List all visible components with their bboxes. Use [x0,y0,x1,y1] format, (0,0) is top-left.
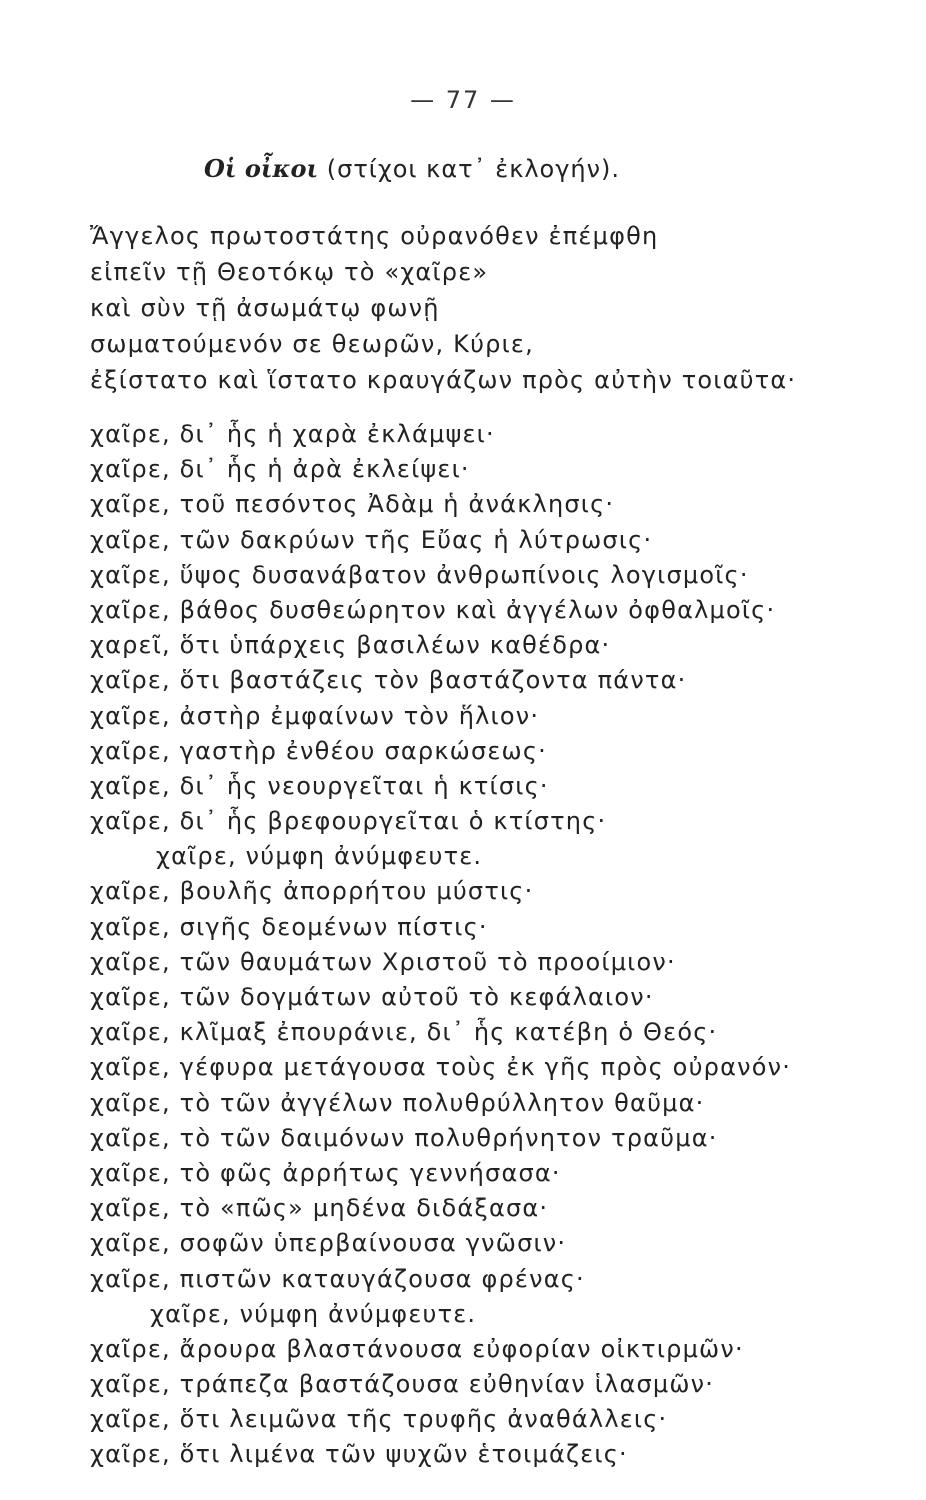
refrain-line: χαῖρε, νύμφη ἀνύμφευτε. [156,842,483,871]
chairetismos-line: χαῖρε, βάθος δυσθεώρητον καὶ ἀγγέλων ὀφθαλμοῖς· [90,595,776,624]
refrain-line: χαῖρε, νύμφη ἀνύμφευτε. [150,1299,477,1328]
chairetismos-line: χαῖρε, σιγῆς δεομένων πίστις· [90,912,488,941]
chairetismos-line: χαῖρε, γαστὴρ ἐνθέου σαρκώσεως· [90,736,547,765]
chairetismos-line: χαῖρε, τὸ «πῶς» μηδένα διδάξασα· [90,1194,549,1223]
opening-stanza [90,218,910,398]
chairetismos-line: χαῖρε, τὸ φῶς ἀρρήτως γεννήσασα· [90,1158,561,1187]
chairetismos-line: χαῖρε, δι᾿ ἧς νεουργεῖται ἡ κτίσις· [90,771,549,800]
stanza-line: καὶ σὺν τῇ ἀσωμάτῳ φωνῇ [90,294,440,322]
stanza-line: σωματούμενόν σε θεωρῶν, Κύριε, [90,330,534,358]
section-title [204,154,620,183]
chairetismos-line: χαῖρε, ὅτι λιμένα τῶν ψυχῶν ἑτοιμάζεις· [90,1440,628,1469]
chairetismos-line: χαῖρε, ὅτι λειμῶνα τῆς τρυφῆς ἀναθάλλεις· [90,1405,668,1434]
chairetismos-line: χαῖρε, τὸ τῶν ἀγγέλων πολυθρύλλητον θαῦμα· [90,1088,705,1117]
section-title-rest: (στίχοι κατ᾿ ἐκλογήν). [318,155,621,183]
chairetismos-line: χαῖρε, κλῖμαξ ἐπουράνιε, δι᾿ ἧς κατέβη ὁ Θεός· [90,1018,718,1047]
chairetismos-line: χαῖρε, ἀστὴρ ἐμφαίνων τὸν ἥλιον· [90,701,540,730]
chairetismos-line: χαῖρε, ὅτι βαστάζεις τὸν βαστάζοντα πάντα· [90,666,687,695]
chairetismos-line: χαῖρε, δι᾿ ἧς βρεφουργεῖται ὁ κτίστης· [90,807,607,836]
section-title-italic: Οἱ οἶκοι [204,154,319,183]
chairetismos-line: χαρεῖ, ὅτι ὑπάρχεις βασιλέων καθέδρα· [90,631,611,660]
chairetismos-line: χαῖρε, τὸ τῶν δαιμόνων πολυθρήνητον τραῦμα· [90,1123,718,1152]
chairetismoi-list [90,417,910,1473]
chairetismos-line: χαῖρε, πιστῶν καταυγάζουσα φρένας· [90,1264,585,1293]
stanza-line: εἰπεῖν τῇ Θεοτόκῳ τὸ «χαῖρε» [90,258,489,286]
chairetismos-line: χαῖρε, τράπεζα βαστάζουσα εὐθηνίαν ἱλασμῶν· [90,1370,715,1399]
chairetismos-line: χαῖρε, τῶν θαυμάτων Χριστοῦ τὸ προοίμιον· [90,947,676,976]
chairetismos-line: χαῖρε, δι᾿ ἧς ἡ ἀρὰ ἐκλείψει· [90,455,470,484]
chairetismos-line: χαῖρε, ὕψος δυσανάβατον ἀνθρωπίνοις λογισμοῖς· [90,560,749,589]
chairetismos-line: χαῖρε, δι᾿ ἧς ἡ χαρὰ ἐκλάμψει· [90,420,495,448]
chairetismos-line: χαῖρε, σοφῶν ὑπερβαίνουσα γνῶσιν· [90,1229,567,1258]
chairetismos-line: χαῖρε, τῶν δακρύων τῆς Εὔας ἡ λύτρωσις· [90,525,653,554]
chairetismos-line: χαῖρε, τῶν δογμάτων αὐτοῦ τὸ κεφάλαιον· [90,983,654,1011]
chairetismos-line: χαῖρε, βουλῆς ἀπορρήτου μύστις· [90,877,534,906]
page-number: — 77 — [410,86,516,114]
chairetismos-line: χαῖρε, τοῦ πεσόντος Ἀδὰμ ἡ ἀνάκλησις· [90,490,615,519]
stanza-line: Ἄγγελος πρωτοστάτης οὐρανόθεν ἐπέμφθη [90,222,659,250]
chairetismos-line: χαῖρε, γέφυρα μετάγουσα τοὺς ἐκ γῆς πρὸς οὐρανόν· [90,1053,792,1082]
stanza-line: ἐξίστατο καὶ ἵστατο κραυγάζων πρὸς αὐτὴν τοιαῦτα· [90,366,797,394]
chairetismos-line: χαῖρε, ἄρουρα βλαστάνουσα εὐφορίαν οἰκτιρμῶν· [90,1334,744,1363]
